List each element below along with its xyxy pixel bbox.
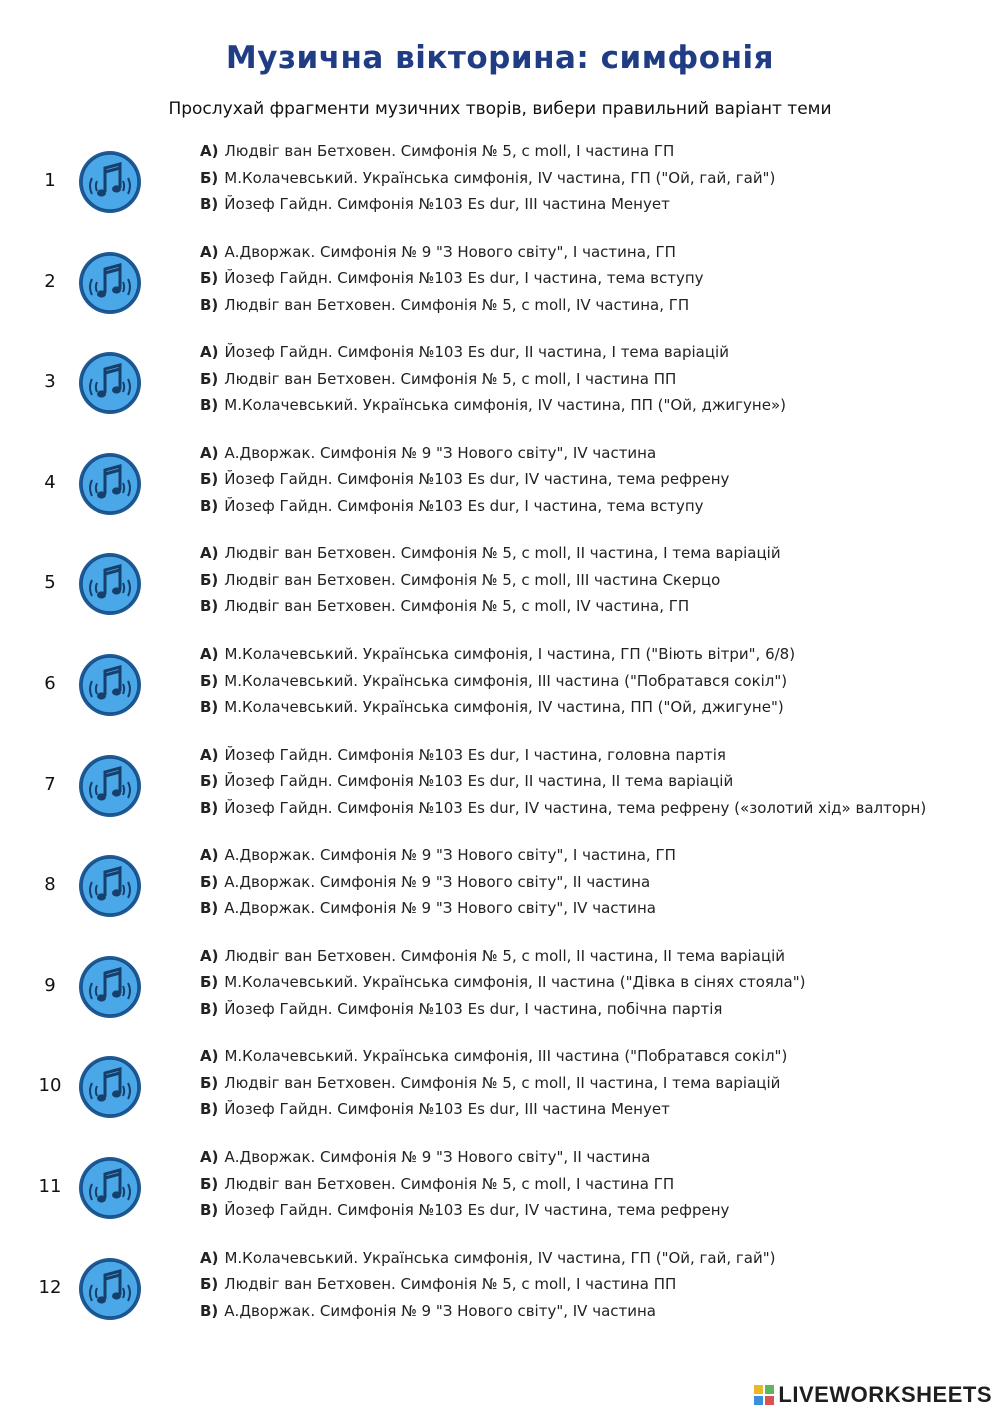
answer-option[interactable] [200, 571, 720, 589]
option-text: Йозеф Гайдн. Симфонія №103 Es dur, II частина, I тема варіацій [224, 343, 729, 362]
answer-option[interactable] [200, 597, 689, 615]
answer-option[interactable] [200, 169, 775, 187]
question-number: 2 [44, 270, 56, 292]
answer-option[interactable] [200, 470, 729, 488]
option-text: Йозеф Гайдн. Симфонія №103 Es dur, III частина Менует [224, 195, 670, 213]
option-letter: Б) [200, 1275, 219, 1294]
option-letter: Б) [200, 973, 219, 992]
option-text: М.Колачевський. Українська симфонія, III частина ("Побратався сокіл") [224, 671, 788, 690]
answer-option[interactable] [200, 873, 650, 891]
question-item [0, 544, 1000, 634]
music-note-play-icon[interactable] [76, 852, 144, 920]
question-number: 10 [38, 1075, 62, 1097]
answer-option[interactable] [200, 370, 676, 388]
question-item [0, 444, 1000, 534]
answer-option[interactable] [200, 947, 785, 965]
option-letter: В) [200, 1100, 219, 1119]
answer-option[interactable] [200, 142, 674, 160]
answer-option[interactable] [200, 1249, 775, 1267]
question-item [0, 746, 1000, 836]
answer-option[interactable] [200, 973, 805, 991]
option-letter: Б) [200, 1073, 219, 1092]
answer-option[interactable] [200, 672, 787, 690]
answer-option[interactable] [200, 1000, 722, 1018]
option-letter: Б) [200, 671, 219, 690]
answer-option[interactable] [200, 343, 729, 361]
music-note-play-icon[interactable] [76, 752, 144, 820]
option-letter: В) [200, 1301, 219, 1320]
footer-brand-text: LIVEWORKSHEETS [778, 1382, 992, 1407]
option-text: Людвіг ван Бетховен. Симфонія № 5, c moll, IV частина, ГП [224, 295, 690, 314]
option-text: Людвіг ван Бетховен. Симфонія № 5, c moll, II частина, I тема варіацій [224, 544, 781, 563]
option-text: А.Дворжак. Симфонія № 9 "З Нового світу", II частина [224, 872, 651, 891]
question-number: 6 [44, 673, 56, 694]
option-letter: Б) [200, 570, 219, 589]
option-letter: В) [200, 195, 219, 213]
option-text: Йозеф Гайдн. Симфонія №103 Es dur, I частина, тема вступу [224, 496, 704, 515]
option-letter: Б) [200, 269, 219, 288]
option-text: Йозеф Гайдн. Симфонія №103 Es dur, IV частина, тема рефрену («золотий хід» валторн) [224, 798, 927, 817]
music-note-play-icon[interactable] [76, 1255, 144, 1323]
option-letter: А) [200, 443, 219, 462]
option-letter: В) [200, 698, 219, 716]
option-text: А.Дворжак. Симфонія № 9 "З Нового світу", I частина, ГП [224, 242, 676, 261]
option-letter: А) [200, 1148, 219, 1166]
answer-option[interactable] [200, 746, 726, 764]
option-text: М.Колачевський. Українська симфонія, I частина, ГП ("Віють вітри", 6/8) [224, 645, 796, 663]
option-text: А.Дворжак. Симфонія № 9 "З Нового світу", II частина [224, 1148, 651, 1166]
option-letter: Б) [200, 772, 219, 791]
answer-option[interactable] [200, 1148, 650, 1166]
option-text: Йозеф Гайдн. Симфонія №103 Es dur, III частина Менует [224, 1100, 670, 1119]
option-text: Людвіг ван Бетховен. Симфонія № 5, c moll, III частина Скерцо [224, 570, 721, 589]
question-item [0, 142, 1000, 232]
option-text: Людвіг ван Бетховен. Симфонія № 5, c moll, I частина ГП [224, 1174, 675, 1193]
answer-option[interactable] [200, 846, 676, 864]
option-text: А.Дворжак. Симфонія № 9 "З Нового світу", IV частина [224, 443, 657, 462]
answer-option[interactable] [200, 1175, 674, 1193]
option-text: А.Дворжак. Симфонія № 9 "З Нового світу", IV частина [224, 899, 657, 918]
answer-option[interactable] [200, 1074, 780, 1092]
music-note-play-icon[interactable] [76, 1053, 144, 1121]
answer-option[interactable] [200, 1100, 670, 1118]
option-text: М.Колачевський. Українська симфонія, III частина ("Побратався сокіл") [224, 1047, 788, 1066]
option-letter: В) [200, 899, 219, 918]
answer-option[interactable] [200, 698, 784, 716]
music-note-play-icon[interactable] [76, 953, 144, 1021]
option-text: М.Колачевський. Українська симфонія, IV частина, ГП ("Ой, гай, гай") [224, 168, 776, 187]
option-text: Йозеф Гайдн. Симфонія №103 Es dur, I частина, головна партія [224, 745, 726, 764]
question-item [0, 1047, 1000, 1137]
question-number: 1 [44, 170, 56, 191]
page-title: Музична вікторина: симфонія [225, 40, 775, 76]
music-note-play-icon[interactable] [76, 249, 144, 317]
option-text: А.Дворжак. Симфонія № 9 "З Нового світу", I частина, ГП [224, 846, 676, 865]
question-item [0, 343, 1000, 433]
music-note-play-icon[interactable] [76, 1154, 144, 1222]
option-text: Людвіг ван Бетховен. Симфонія № 5, c moll, IV частина, ГП [224, 597, 690, 616]
answer-option[interactable] [200, 899, 656, 917]
option-letter: А) [200, 343, 219, 362]
page-subtitle: Прослухай фрагменти музичних творів, вибери правильний варіант теми [168, 99, 832, 119]
music-note-play-icon[interactable] [76, 349, 144, 417]
option-text: Людвіг ван Бетховен. Симфонія № 5, c moll, I частина ПП [224, 1275, 677, 1294]
answer-option[interactable] [200, 1201, 729, 1219]
option-letter: В) [200, 798, 219, 817]
option-letter: А) [200, 846, 219, 865]
question-number: 9 [44, 974, 56, 996]
option-letter: А) [200, 242, 219, 261]
answer-option[interactable] [200, 799, 926, 817]
question-item [0, 243, 1000, 333]
option-text: М.Колачевський. Українська симфонія, IV частина, ПП ("Ой, джигуне") [224, 698, 784, 716]
question-number: 7 [44, 773, 56, 795]
option-letter: А) [200, 1248, 219, 1267]
question-item [0, 1249, 1000, 1339]
option-text: М.Колачевський. Українська симфонія, IV частина, ПП ("Ой, джигуне») [224, 396, 786, 415]
answer-option[interactable] [200, 269, 704, 287]
option-letter: В) [200, 496, 219, 515]
option-letter: Б) [200, 1174, 219, 1193]
option-letter: А) [200, 142, 219, 160]
option-text: Йозеф Гайдн. Симфонія №103 Es dur, I частина, побічна партія [224, 999, 723, 1018]
option-letter: Б) [200, 872, 219, 891]
option-text: А.Дворжак. Симфонія № 9 "З Нового світу", IV частина [224, 1301, 657, 1320]
question-item [0, 1148, 1000, 1238]
question-item [0, 846, 1000, 936]
logo-block [765, 1396, 774, 1405]
option-text: Йозеф Гайдн. Симфонія №103 Es dur, II частина, II тема варіацій [224, 772, 734, 791]
option-letter: В) [200, 1201, 219, 1219]
option-letter: А) [200, 745, 219, 764]
answer-option[interactable] [200, 772, 733, 790]
option-letter: В) [200, 396, 219, 415]
answer-option[interactable] [200, 243, 676, 261]
question-item [0, 947, 1000, 1037]
question-number: 11 [38, 1176, 62, 1197]
option-text: Йозеф Гайдн. Симфонія №103 Es dur, IV частина, тема рефрену [224, 1201, 730, 1219]
answer-option[interactable] [200, 444, 656, 462]
music-note-play-icon[interactable] [76, 651, 144, 719]
answer-option[interactable] [200, 396, 786, 414]
footer-brand [754, 1383, 992, 1407]
option-text: Людвіг ван Бетховен. Симфонія № 5, c moll, I частина ГП [224, 142, 675, 160]
option-text: Людвіг ван Бетховен. Симфонія № 5, c moll, I частина ПП [224, 369, 677, 388]
question-item [0, 645, 1000, 735]
liveworksheets-logo-icon [754, 1385, 774, 1405]
logo-block [765, 1385, 774, 1394]
question-number: 12 [38, 1276, 62, 1298]
option-text: М.Колачевський. Українська симфонія, II частина ("Дівка в сінях стояла") [224, 973, 806, 992]
option-letter: А) [200, 544, 219, 563]
option-text: Йозеф Гайдн. Симфонія №103 Es dur, IV частина, тема рефрену [224, 470, 730, 489]
option-letter: А) [200, 645, 219, 663]
option-letter: А) [200, 946, 219, 965]
answer-option[interactable] [200, 497, 704, 515]
question-number: 8 [44, 874, 56, 896]
question-number: 4 [44, 471, 56, 493]
answer-option[interactable] [200, 1302, 656, 1320]
answer-option[interactable] [200, 1275, 676, 1293]
option-letter: Б) [200, 369, 219, 388]
option-letter: В) [200, 597, 219, 616]
option-letter: А) [200, 1047, 219, 1066]
logo-block [754, 1396, 763, 1405]
answer-option[interactable] [200, 1047, 787, 1065]
answer-option[interactable] [200, 195, 670, 213]
question-number: 3 [44, 371, 56, 393]
option-letter: Б) [200, 470, 219, 489]
music-note-play-icon[interactable] [76, 148, 144, 216]
option-text: Людвіг ван Бетховен. Симфонія № 5, c moll, II частина, II тема варіацій [224, 946, 785, 965]
option-letter: В) [200, 999, 219, 1018]
music-note-play-icon[interactable] [76, 450, 144, 518]
answer-option[interactable] [200, 296, 689, 314]
answer-option[interactable] [200, 645, 795, 663]
answer-option[interactable] [200, 544, 781, 562]
option-letter: Б) [200, 168, 219, 187]
option-text: Людвіг ван Бетховен. Симфонія № 5, c moll, II частина, I тема варіацій [224, 1073, 781, 1092]
logo-block [754, 1385, 763, 1394]
music-note-play-icon[interactable] [76, 550, 144, 618]
option-text: М.Колачевський. Українська симфонія, IV частина, ГП ("Ой, гай, гай") [224, 1248, 776, 1267]
option-letter: В) [200, 295, 219, 314]
option-text: Йозеф Гайдн. Симфонія №103 Es dur, I частина, тема вступу [224, 269, 704, 288]
question-number: 5 [44, 572, 56, 594]
